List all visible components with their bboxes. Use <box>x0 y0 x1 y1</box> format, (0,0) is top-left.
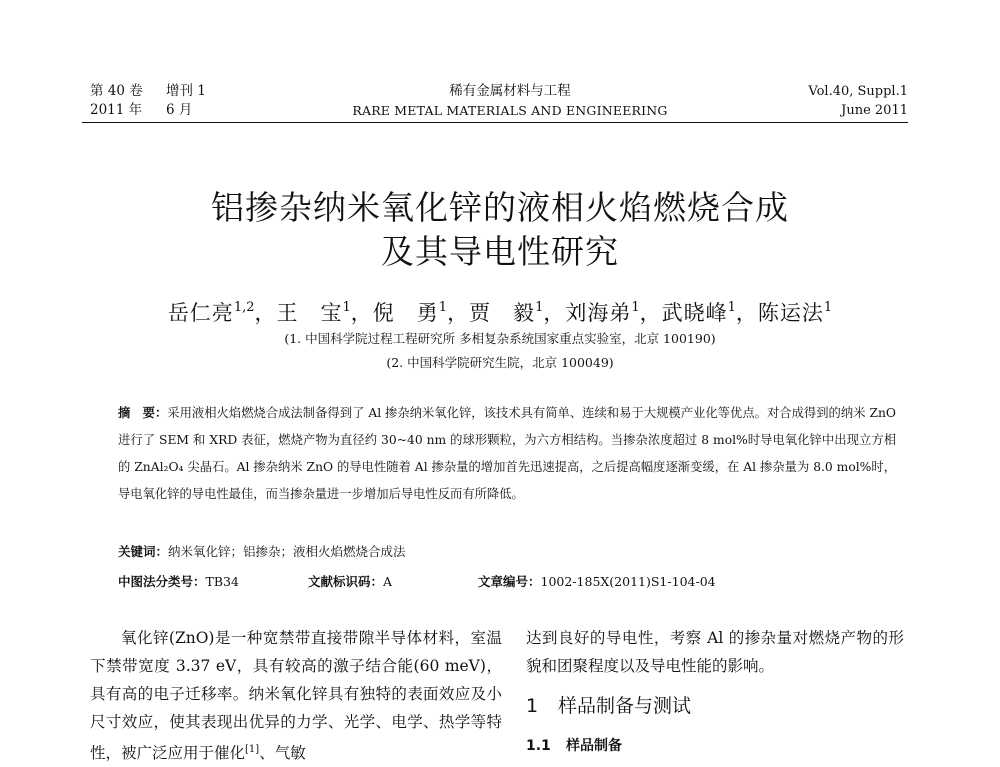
header-right <box>708 82 908 120</box>
keywords-label: 关键词： <box>118 544 169 559</box>
abstract-label: 摘 要： <box>118 406 168 420</box>
author-list: 岳仁亮$^{1,2}$，王 宝$^1$，倪 勇$^1$，贾 毅$^1$，刘海弟$^1$，武晓峰$^1$，陈运法$^1$ <box>167 300 833 325</box>
section-heading-1-1: 1.1 样品制备 <box>526 738 622 754</box>
article-number: 文章编号：1002-185X(2011)S1-104-04 <box>478 574 716 589</box>
header-volume-row <box>90 82 250 101</box>
body-paragraph: 氧化锌(ZnO)是一种宽禁带直接带隙半导体材料，室温下禁带宽度 3.37 eV，具有较高的激子结合能(60 meV)，具有高的电子迁移率。纳米氧化锌具有独特的表面效应及小尺寸效应，使其表现出优异的力学、光学、电学、热学等特性，被广泛应用于催化[1]、气敏 <box>90 629 502 763</box>
keywords-text: 纳米氧化锌；铝掺杂；液相火焰燃烧合成法 <box>168 544 406 559</box>
section-heading-1: 1 样品制备与测试 <box>526 695 692 717</box>
body-left-column <box>90 624 502 767</box>
author: 武晓峰$^1$ <box>661 300 736 325</box>
header-rule <box>82 122 908 123</box>
author: 倪 勇$^1$ <box>372 300 448 325</box>
document-code: 文献标识码：A <box>308 574 393 589</box>
keywords <box>118 542 406 562</box>
paper-title-line-2: 及其导电性研究 <box>381 232 619 271</box>
body-right-column <box>526 624 904 680</box>
header-volume-en: Vol.40, Suppl.1 <box>808 84 908 99</box>
author: 陈运法$^1$ <box>757 300 833 325</box>
header-left <box>90 82 250 120</box>
header-year: 2011 年 <box>90 102 143 118</box>
journal-name-cn: 稀有金属材料与工程 <box>449 83 571 99</box>
header-date-row <box>90 101 250 120</box>
abstract-text: 采用液相火焰燃烧合成法制备得到了 Al 掺杂纳米氧化锌，该技术具有简单、连续和易于大规模产业化等优点。对合成得到的纳米 ZnO 进行了 SEM 和 XRD 表征，燃烧产物为直径约 30~40 nm 的球形颗粒，为六方相结构。当掺杂浓度超过 8 mol%时导电氧化锌中出现立方相的 ZnAl₂O₄ 尖晶石。Al 掺杂纳米 ZnO 的导电性随着 Al 掺杂量的增加首先迅速提高，之后提高幅度逐渐变缓，在 Al 掺杂量为 8.0 mol%时，导电氧化锌的导电性最佳，而当掺杂量进一步增加后导电性反而有所降低。 <box>118 406 896 501</box>
author: 王 宝$^1$ <box>276 300 351 325</box>
affiliation-1: (1. 中国科学院过程工程研究所 多相复杂系统国家重点实验室，北京 100190) <box>284 331 716 346</box>
author: 贾 毅$^1$ <box>469 300 544 325</box>
journal-name-en: RARE METAL MATERIALS AND ENGINEERING <box>352 103 668 118</box>
header-date-en: June 2011 <box>841 103 908 118</box>
author: 岳仁亮$^{1,2}$ <box>167 300 255 325</box>
classification-row <box>118 572 898 592</box>
clc-code: 中图法分类号：TB34 <box>118 574 239 589</box>
header-month: 6 月 <box>166 102 193 118</box>
abstract <box>118 400 896 508</box>
citation: [1] <box>245 744 260 755</box>
header-center <box>340 82 680 120</box>
paper-title <box>120 186 880 274</box>
paper-title-line-1: 铝掺杂纳米氧化锌的液相火焰燃烧合成 <box>211 188 789 227</box>
body-paragraph: 达到良好的导电性，考察 Al 的掺杂量对燃烧产物的形貌和团聚程度以及导电性能的影响。 <box>526 629 904 675</box>
affiliation-2: (2. 中国科学院研究生院，北京 100049) <box>386 355 614 370</box>
author: 刘海弟$^1$ <box>565 300 640 325</box>
header-issue: 增刊 1 <box>166 83 206 99</box>
header-volume: 第 40 卷 <box>90 83 143 99</box>
